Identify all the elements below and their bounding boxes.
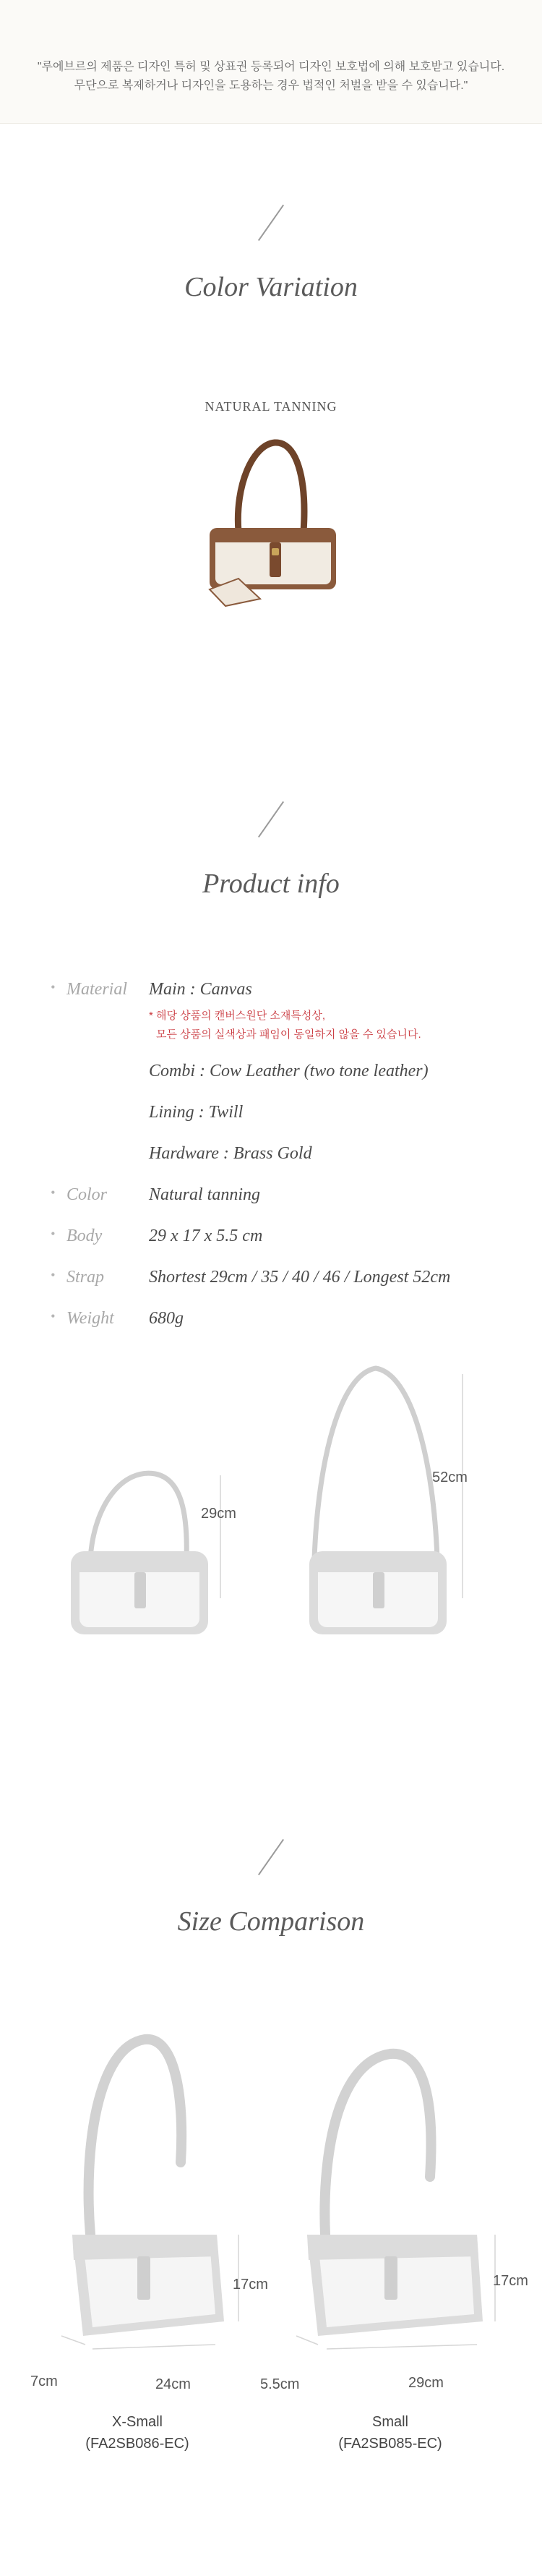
canvas-note-line-2: 모든 상품의 실색상과 패임이 동일하지 않을 수 있습니다. xyxy=(156,1028,421,1041)
spec-row-material xyxy=(51,980,520,1009)
small-height: 17cm xyxy=(493,2273,528,2289)
spec-row-weight xyxy=(51,1309,520,1338)
bullet: • xyxy=(51,1185,56,1200)
color-variation-title: Color Variation xyxy=(184,272,358,302)
spec-row-color xyxy=(51,1185,520,1214)
xsmall-depth: 7cm xyxy=(30,2374,58,2389)
spec-value: Combi : Cow Leather (two tone leather) xyxy=(149,1062,429,1080)
spec-row-hardware xyxy=(51,1144,520,1173)
bullet: • xyxy=(51,1227,56,1241)
spec-row-lining xyxy=(51,1103,520,1132)
product-info-title: Product info xyxy=(202,869,340,899)
xsmall-code: (FA2SB086-EC) xyxy=(85,2436,189,2452)
strap-short-length: 29cm xyxy=(201,1506,236,1522)
spec-value: 29 x 17 x 5.5 cm xyxy=(149,1227,263,1245)
section-divider xyxy=(258,1839,284,1875)
variant-label: NATURAL TANNING xyxy=(205,399,337,414)
spec-value: 680g xyxy=(149,1309,184,1328)
spec-label: Material xyxy=(66,980,127,999)
spec-value: Hardware : Brass Gold xyxy=(149,1144,312,1163)
canvas-note-line-1: * 해당 상품의 캔버스원단 소재특성상, xyxy=(149,1010,326,1022)
copyright-notice-line-1: "루에브르의 제품은 디자인 특허 및 상표권 등록되어 디자인 보호법에 의해 보호받고 있습니다. xyxy=(37,61,505,73)
small-code: (FA2SB085-EC) xyxy=(338,2436,442,2452)
strap-long-length: 52cm xyxy=(432,1470,468,1485)
section-divider xyxy=(258,205,284,241)
small-width: 29cm xyxy=(408,2375,444,2391)
spec-label: Strap xyxy=(66,1268,105,1287)
small-name: Small xyxy=(371,2414,408,2430)
spec-label: Color xyxy=(66,1185,108,1204)
xsmall-width: 24cm xyxy=(155,2376,191,2392)
spec-label: Weight xyxy=(66,1309,114,1328)
spec-row-strap xyxy=(51,1268,520,1297)
copyright-notice-line-2: 무단으로 복제하거나 디자인을 도용하는 경우 법적인 처벌을 받을 수 있습니다." xyxy=(74,80,468,92)
spec-label: Body xyxy=(66,1227,103,1245)
spec-value: Shortest 29cm / 35 / 40 / 46 / Longest 52cm xyxy=(149,1268,451,1287)
bullet: • xyxy=(51,1309,56,1323)
spec-value: Main : Canvas xyxy=(149,980,252,999)
natural-tanning-bag-image xyxy=(195,434,354,615)
spec-row-body xyxy=(51,1227,520,1255)
bullet: • xyxy=(51,1268,56,1282)
small-depth: 5.5cm xyxy=(260,2376,300,2392)
spec-value: Natural tanning xyxy=(149,1185,261,1204)
strap-length-diagram xyxy=(58,1360,491,1663)
xsmall-name: X-Small xyxy=(111,2414,163,2430)
spec-value: Lining : Twill xyxy=(149,1103,244,1122)
size-comparison-title: Size Comparison xyxy=(177,1906,365,1937)
bullet: • xyxy=(51,980,56,994)
spec-row-combi xyxy=(51,1062,520,1091)
section-divider xyxy=(258,801,284,837)
xsmall-height: 17cm xyxy=(233,2277,268,2293)
size-comparison-diagram xyxy=(29,2018,528,2394)
